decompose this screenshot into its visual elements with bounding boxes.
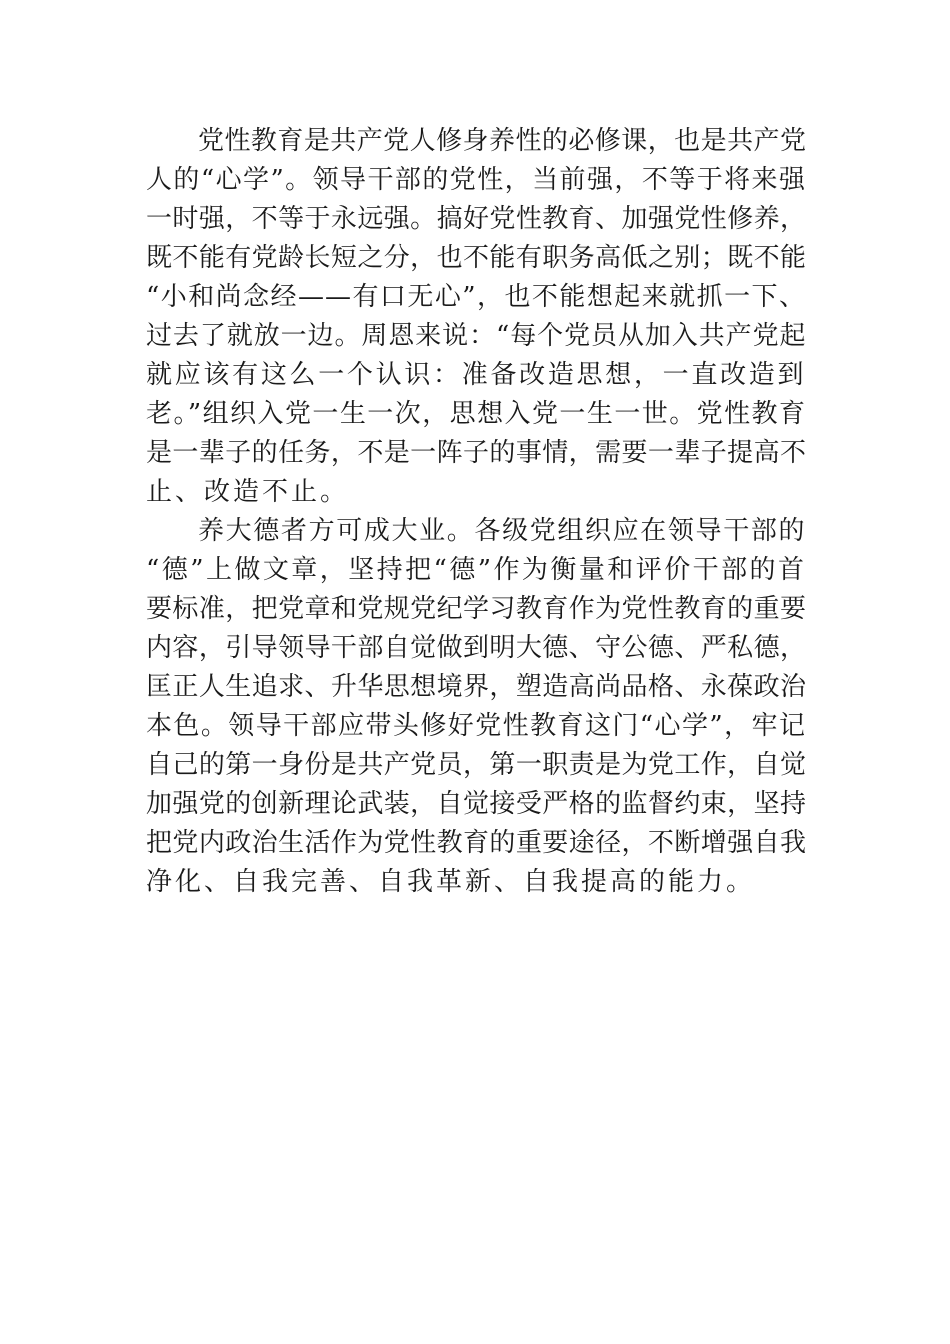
- paragraph-1: [146, 122, 806, 512]
- body-text: [146, 122, 806, 902]
- text-line: 是一辈子的任务，不是一阵子的事情，需要一辈子提高不: [146, 438, 806, 468]
- text-line: 本色。领导干部应带头修好党性教育这门“心学”，牢记: [146, 711, 806, 741]
- text-line: 党性教育是共产党人修身养性的必修课，也是共产党: [198, 126, 806, 156]
- text-line: 老。”组织入党一生一次，思想入党一生一世。党性教育: [146, 399, 806, 429]
- text-line: “小和尚念经——有口无心”，也不能想起来就抓一下、: [146, 282, 806, 312]
- text-line: 把党内政治生活作为党性教育的重要途径，不断增强自我: [146, 828, 806, 858]
- text-line: 加强党的创新理论武装，自觉接受严格的监督约束，坚持: [146, 789, 806, 819]
- text-line: 既不能有党龄长短之分，也不能有职务高低之别；既不能: [146, 243, 806, 273]
- text-line: 止、改造不止。: [146, 477, 350, 507]
- text-line: 过去了就放一边。周恩来说：“每个党员从加入共产党起: [146, 321, 806, 351]
- text-line: 净化、自我完善、自我革新、自我提高的能力。: [146, 867, 756, 897]
- paragraph-2: [146, 512, 806, 902]
- text-line: 自己的第一身份是共产党员，第一职责是为党工作，自觉: [146, 750, 806, 780]
- text-line: 内容，引导领导干部自觉做到明大德、守公德、严私德，: [146, 633, 806, 663]
- text-line: 养大德者方可成大业。各级党组织应在领导干部的: [198, 516, 806, 546]
- text-line: “德”上做文章，坚持把“德”作为衡量和评价干部的首: [146, 555, 806, 585]
- text-line: 人的“心学”。领导干部的党性，当前强，不等于将来强: [146, 165, 806, 195]
- text-line: 一时强，不等于永远强。搞好党性教育、加强党性修养，: [146, 204, 806, 234]
- text-line: 要标准，把党章和党规党纪学习教育作为党性教育的重要: [146, 594, 806, 624]
- text-line: 就应该有这么一个认识：准备改造思想，一直改造到: [146, 360, 806, 390]
- text-line: 匡正人生追求、升华思想境界，塑造高尚品格、永葆政治: [146, 672, 806, 702]
